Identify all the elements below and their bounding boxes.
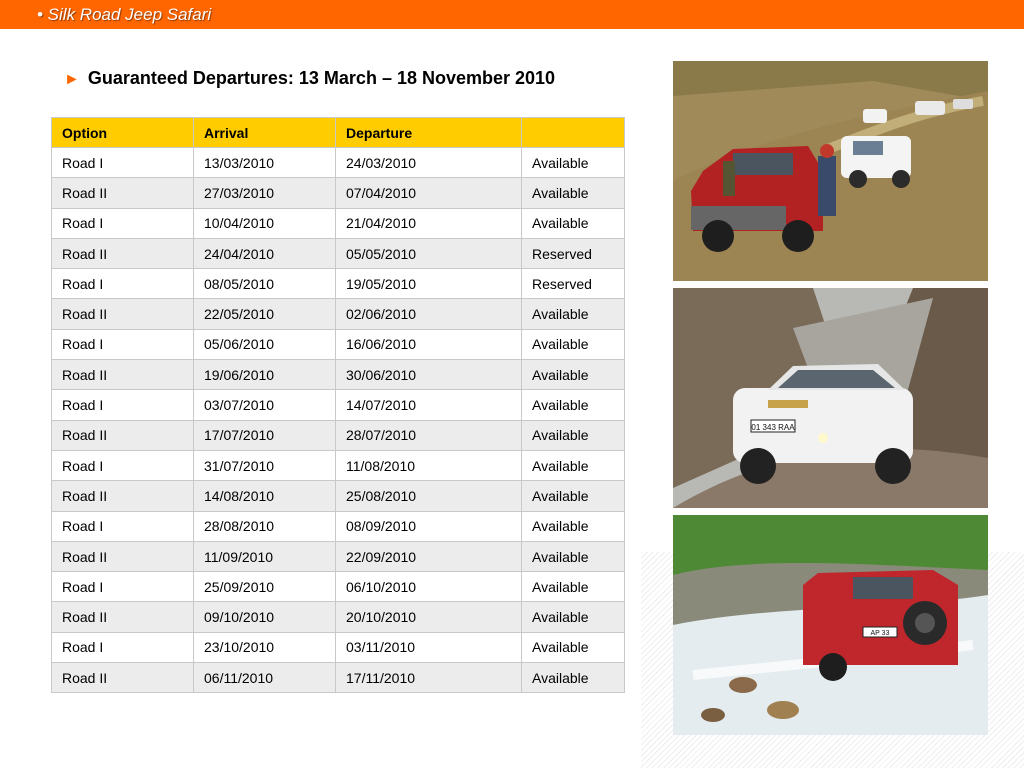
arrow-bullet-icon: ► [64, 71, 80, 88]
cell-option: Road II [52, 663, 194, 693]
cell-option: Road I [52, 329, 194, 359]
cell-departure: 17/11/2010 [336, 663, 522, 693]
cell-option: Road I [52, 390, 194, 420]
cell-status: Available [522, 511, 625, 541]
cell-arrival: 31/07/2010 [194, 450, 336, 480]
cell-status: Available [522, 663, 625, 693]
cell-arrival: 09/10/2010 [194, 602, 336, 632]
cell-status: Available [522, 299, 625, 329]
cell-departure: 06/10/2010 [336, 572, 522, 602]
cell-departure: 03/11/2010 [336, 632, 522, 662]
departures-table [51, 117, 625, 693]
cell-status: Available [522, 360, 625, 390]
table-row [52, 238, 625, 268]
column-header-departure: Departure [336, 118, 522, 148]
cell-departure: 25/08/2010 [336, 481, 522, 511]
cell-status: Available [522, 481, 625, 511]
cell-departure: 07/04/2010 [336, 178, 522, 208]
column-header-arrival: Arrival [194, 118, 336, 148]
table-row [52, 329, 625, 359]
column-header-option: Option [52, 118, 194, 148]
cell-departure: 20/10/2010 [336, 602, 522, 632]
cell-arrival: 24/04/2010 [194, 238, 336, 268]
header-title: • Silk Road Jeep Safari [37, 5, 212, 24]
table-row [52, 632, 625, 662]
cell-option: Road II [52, 602, 194, 632]
table-row [52, 572, 625, 602]
cell-departure: 21/04/2010 [336, 208, 522, 238]
cell-option: Road II [52, 481, 194, 511]
cell-option: Road I [52, 572, 194, 602]
cell-departure: 22/09/2010 [336, 541, 522, 571]
cell-status: Available [522, 602, 625, 632]
cell-departure: 28/07/2010 [336, 420, 522, 450]
cell-departure: 11/08/2010 [336, 450, 522, 480]
page-heading [64, 68, 555, 89]
table-row [52, 450, 625, 480]
cell-status: Available [522, 390, 625, 420]
cell-option: Road I [52, 269, 194, 299]
header-bar [0, 0, 1024, 29]
table-row [52, 178, 625, 208]
cell-arrival: 14/08/2010 [194, 481, 336, 511]
heading-text: Guaranteed Departures: 13 March – 18 November 2010 [87, 68, 556, 88]
cell-status: Available [522, 632, 625, 662]
cell-arrival: 22/05/2010 [194, 299, 336, 329]
cell-status: Reserved [522, 269, 625, 299]
column-header-status [522, 118, 625, 148]
cell-arrival: 13/03/2010 [194, 148, 336, 178]
cell-arrival: 17/07/2010 [194, 420, 336, 450]
cell-departure: 24/03/2010 [336, 148, 522, 178]
table-row [52, 390, 625, 420]
table-row [52, 148, 625, 178]
table-row [52, 541, 625, 571]
photo-red-jeep-hillside [673, 61, 988, 281]
cell-status: Reserved [522, 238, 625, 268]
table-row [52, 663, 625, 693]
cell-arrival: 28/08/2010 [194, 511, 336, 541]
license-plate-text: AP 33 [870, 630, 890, 637]
cell-departure: 19/05/2010 [336, 269, 522, 299]
cell-departure: 02/06/2010 [336, 299, 522, 329]
table-row [52, 511, 625, 541]
cell-option: Road II [52, 541, 194, 571]
cell-arrival: 19/06/2010 [194, 360, 336, 390]
cell-arrival: 05/06/2010 [194, 329, 336, 359]
cell-status: Available [522, 572, 625, 602]
cell-option: Road II [52, 299, 194, 329]
table-row [52, 208, 625, 238]
cell-departure: 14/07/2010 [336, 390, 522, 420]
cell-arrival: 08/05/2010 [194, 269, 336, 299]
cell-departure: 05/05/2010 [336, 238, 522, 268]
cell-arrival: 10/04/2010 [194, 208, 336, 238]
cell-option: Road I [52, 511, 194, 541]
cell-departure: 30/06/2010 [336, 360, 522, 390]
cell-option: Road I [52, 450, 194, 480]
cell-departure: 16/06/2010 [336, 329, 522, 359]
cell-arrival: 03/07/2010 [194, 390, 336, 420]
cell-status: Available [522, 148, 625, 178]
table-header-row [52, 118, 625, 148]
cell-arrival: 06/11/2010 [194, 663, 336, 693]
cell-option: Road II [52, 178, 194, 208]
cell-option: Road II [52, 420, 194, 450]
table-row [52, 299, 625, 329]
cell-option: Road I [52, 208, 194, 238]
cell-status: Available [522, 208, 625, 238]
cell-option: Road I [52, 632, 194, 662]
cell-arrival: 11/09/2010 [194, 541, 336, 571]
cell-arrival: 27/03/2010 [194, 178, 336, 208]
cell-status: Available [522, 420, 625, 450]
table-row [52, 360, 625, 390]
license-plate-text: 01 343 RAA [751, 423, 795, 432]
cell-departure: 08/09/2010 [336, 511, 522, 541]
photo-red-jeep-river [673, 515, 988, 735]
cell-option: Road I [52, 148, 194, 178]
cell-status: Available [522, 450, 625, 480]
table-body [52, 148, 625, 693]
table-row [52, 420, 625, 450]
cell-status: Available [522, 541, 625, 571]
cell-option: Road II [52, 360, 194, 390]
cell-status: Available [522, 178, 625, 208]
cell-arrival: 25/09/2010 [194, 572, 336, 602]
cell-status: Available [522, 329, 625, 359]
cell-arrival: 23/10/2010 [194, 632, 336, 662]
table-row [52, 269, 625, 299]
table-row [52, 602, 625, 632]
photo-white-suv-gorge [673, 288, 988, 508]
cell-option: Road II [52, 238, 194, 268]
table-row [52, 481, 625, 511]
